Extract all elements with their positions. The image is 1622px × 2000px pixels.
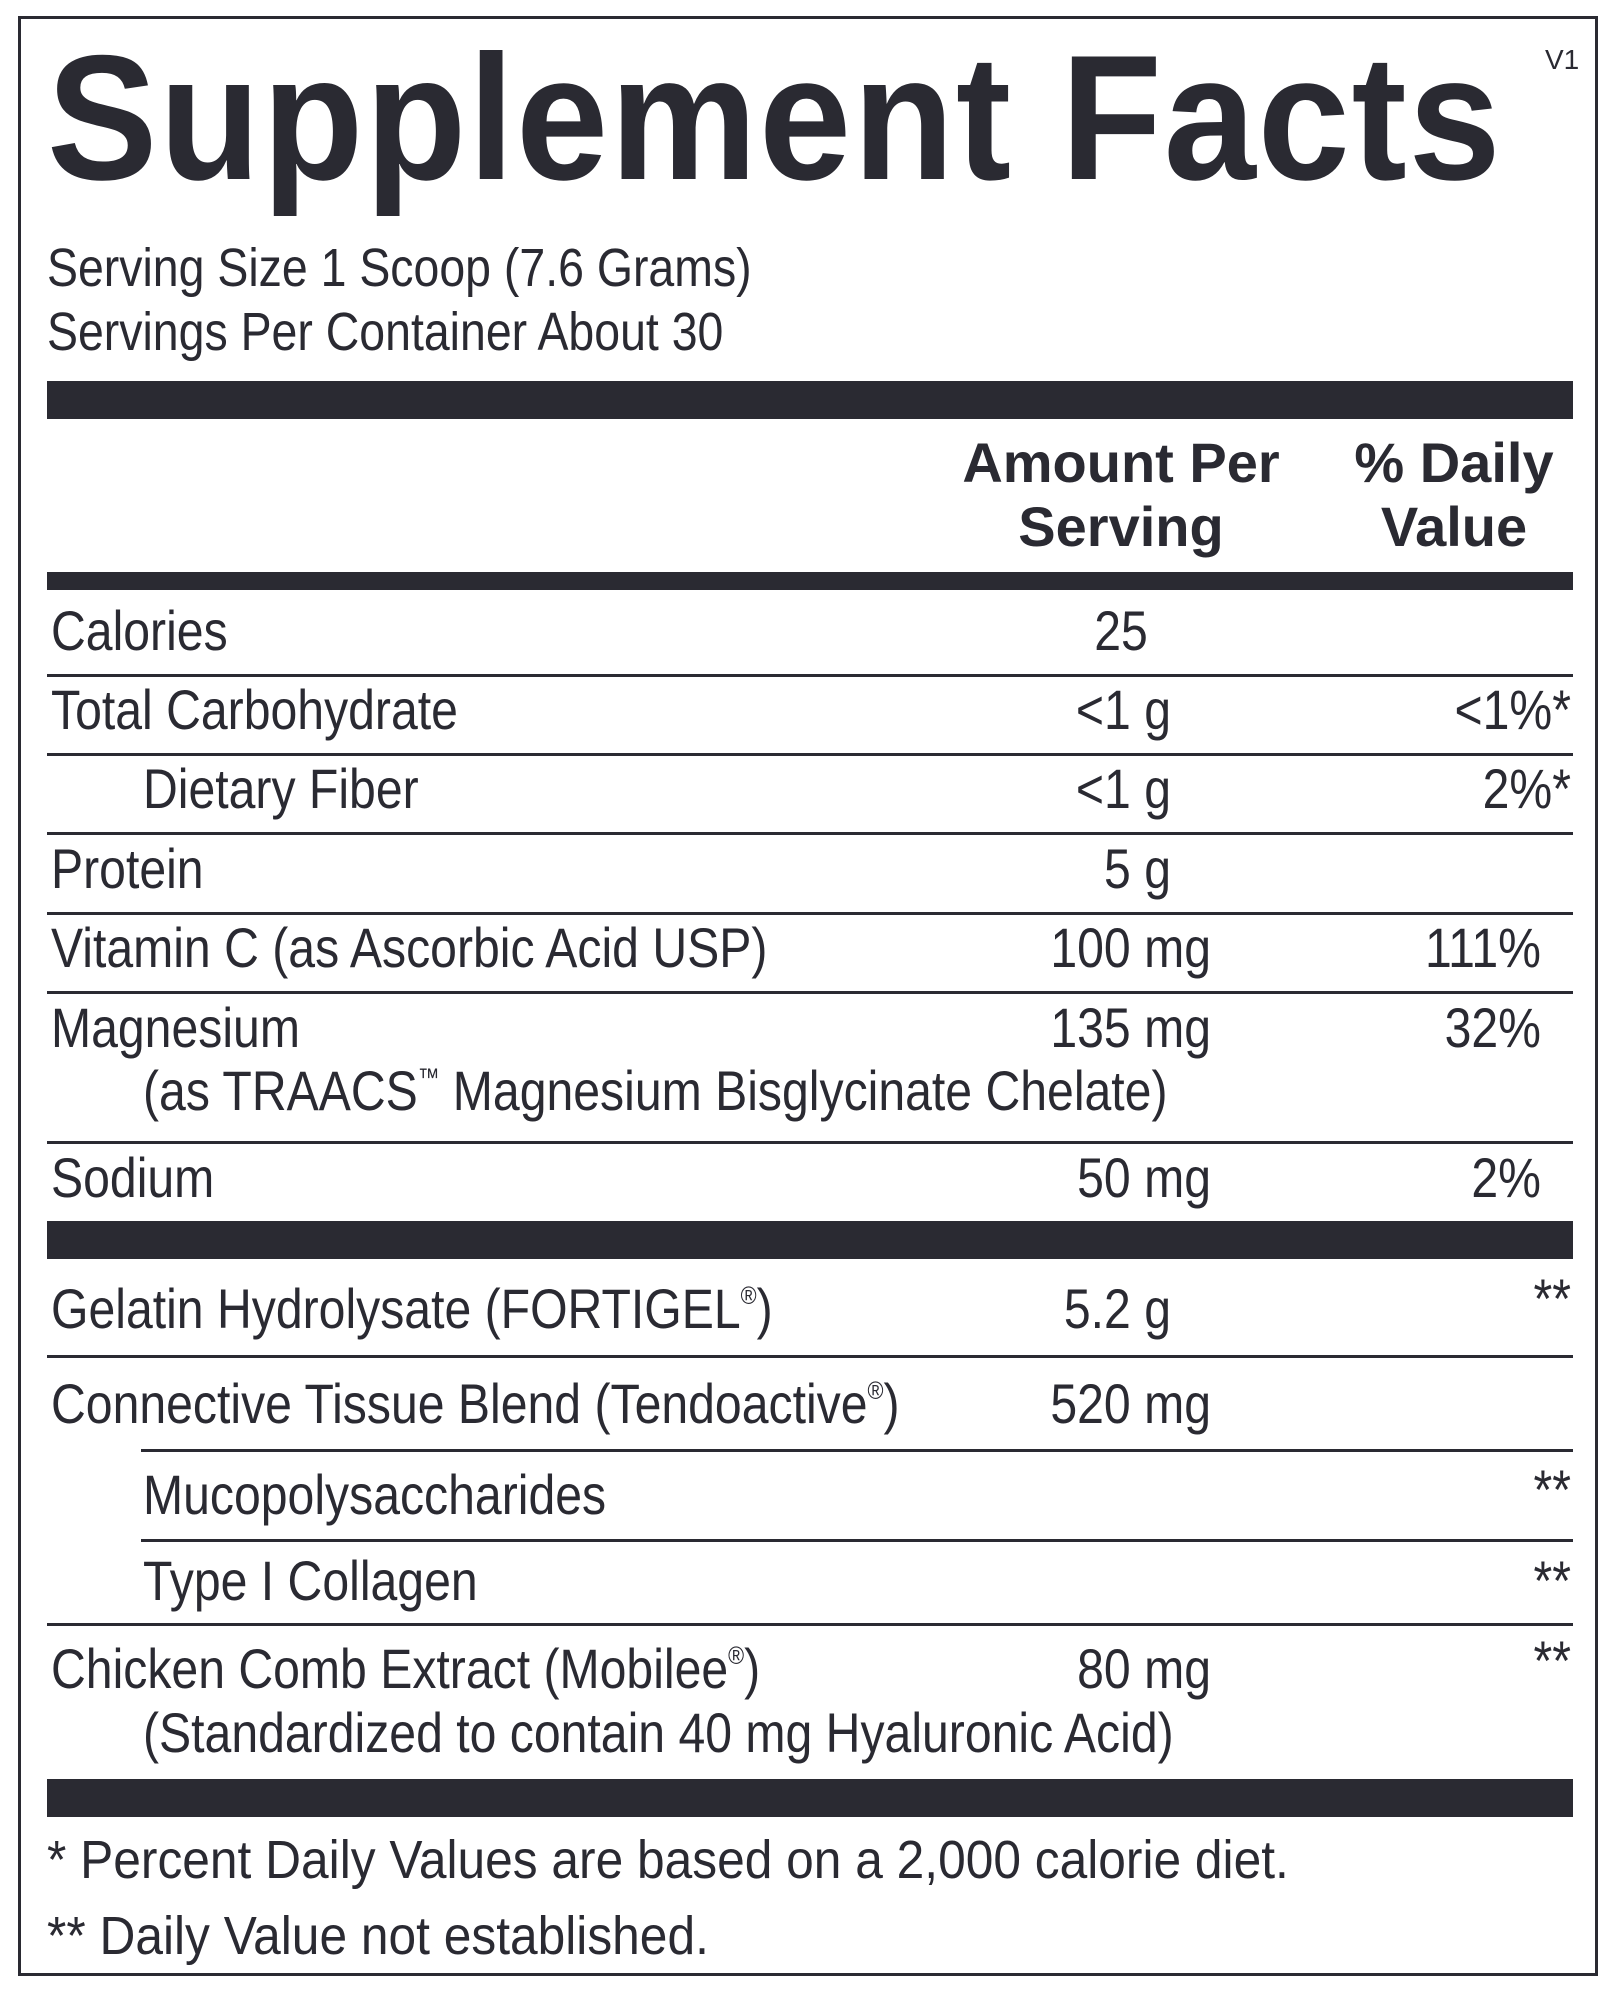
ingredient-daily-value: **	[1533, 1267, 1571, 1330]
divider-thick	[47, 1779, 1573, 1817]
daily-value-header	[1339, 431, 1569, 559]
amount-per-serving-header	[961, 431, 1281, 559]
nutrient-daily-value: 111%	[1424, 916, 1541, 979]
ingredient-name	[51, 1637, 761, 1700]
footnote-daily-value-not-established: ** Daily Value not established.	[47, 1906, 709, 1966]
ingredient-name-end: )	[744, 1637, 761, 1700]
ingredient-name-text: Connective Tissue Blend (Tendoactive	[51, 1372, 868, 1435]
ingredient-amount: 80 mg	[1077, 1637, 1211, 1700]
ingredient-name-end: )	[883, 1372, 900, 1435]
nutrient-amount: 135 mg	[1050, 996, 1211, 1059]
ingredient-name: Mucopolysaccharides	[143, 1463, 607, 1526]
nutrient-amount: 50 mg	[1077, 1146, 1211, 1209]
trademark-mark: ™	[417, 1064, 440, 1093]
registered-mark: ®	[728, 1642, 745, 1671]
nutrient-name: Sodium	[51, 1146, 215, 1209]
sub-text-rest: Magnesium Bisglycinate Chelate)	[439, 1059, 1168, 1122]
row-divider	[141, 1449, 1573, 1452]
nutrient-sub-description	[143, 1059, 1168, 1122]
version-label: V1	[1545, 44, 1580, 75]
nutrient-name: Vitamin C (as Ascorbic Acid USP)	[51, 916, 768, 979]
nutrient-daily-value: 2%	[1471, 1146, 1541, 1209]
nutrient-daily-value: <1%*	[1454, 678, 1571, 741]
nutrient-daily-value: 2%*	[1482, 757, 1571, 820]
row-divider	[47, 674, 1573, 677]
row-divider	[47, 832, 1573, 835]
nutrient-amount: <1 g	[1075, 678, 1171, 741]
ingredient-daily-value: **	[1533, 1549, 1571, 1612]
dv-header-line2: Value	[1380, 495, 1528, 558]
nutrient-name: Total Carbohydrate	[51, 678, 458, 741]
ingredient-name	[51, 1372, 900, 1435]
nutrient-daily-value: 32%	[1444, 996, 1541, 1059]
divider-thick	[47, 1221, 1573, 1259]
nutrient-amount: 100 mg	[1050, 916, 1211, 979]
nutrient-name: Dietary Fiber	[143, 757, 419, 820]
row-divider	[47, 1355, 1573, 1358]
ingredient-name	[51, 1277, 773, 1340]
nutrient-name: Protein	[51, 837, 204, 900]
nutrient-name: Calories	[51, 599, 228, 662]
ingredient-amount: 5.2 g	[1063, 1277, 1171, 1340]
serving-size: Serving Size 1 Scoop (7.6 Grams)	[47, 238, 752, 298]
row-divider	[47, 1141, 1573, 1144]
ingredient-daily-value: **	[1533, 1458, 1571, 1521]
row-divider	[47, 1623, 1573, 1626]
servings-per-container: Servings Per Container About 30	[47, 302, 724, 362]
ingredient-sub-description: (Standardized to contain 40 mg Hyaluronic Acid)	[143, 1701, 1174, 1764]
footnote-percent-daily-value: * Percent Daily Values are based on a 2,000 calorie diet.	[47, 1830, 1289, 1890]
divider-medium	[47, 572, 1573, 590]
sub-text: (as TRAACS	[143, 1059, 418, 1122]
divider-thick	[47, 381, 1573, 419]
nutrient-amount: 25	[1094, 599, 1148, 662]
ingredient-name-text: Gelatin Hydrolysate (FORTIGEL	[51, 1277, 741, 1340]
registered-mark: ®	[867, 1377, 884, 1406]
ingredient-name-end: )	[756, 1277, 773, 1340]
ingredient-name-text: Chicken Comb Extract (Mobilee	[51, 1637, 729, 1700]
registered-mark: ®	[740, 1282, 757, 1311]
amount-header-line2: Serving	[1018, 495, 1224, 558]
ingredient-amount: 520 mg	[1050, 1372, 1211, 1435]
row-divider	[47, 753, 1573, 756]
row-divider	[141, 1539, 1573, 1542]
nutrient-name: Magnesium	[51, 996, 300, 1059]
supplement-facts-panel	[18, 16, 1598, 1976]
dv-header-line1: % Daily	[1354, 431, 1554, 494]
ingredient-daily-value: **	[1533, 1629, 1571, 1692]
row-divider	[47, 912, 1573, 915]
nutrient-amount: <1 g	[1075, 757, 1171, 820]
nutrient-amount: 5 g	[1104, 837, 1171, 900]
ingredient-name: Type I Collagen	[143, 1549, 478, 1612]
amount-header-line1: Amount Per	[962, 431, 1280, 494]
row-divider	[47, 991, 1573, 994]
panel-title: Supplement Facts	[47, 18, 1503, 217]
